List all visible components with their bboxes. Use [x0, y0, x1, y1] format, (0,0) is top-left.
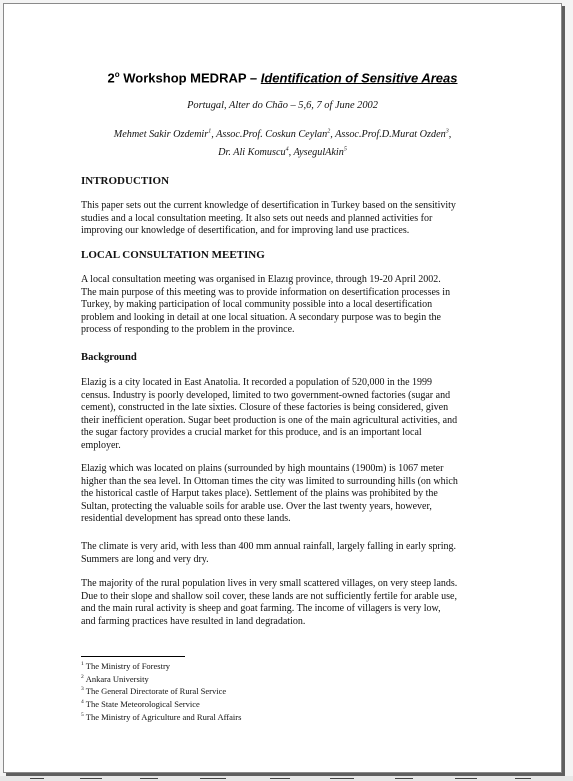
- background-paragraph: The majority of the rural population lives in very small scattered villages, on very steep lands. Due to their slope and shallow soil cover, these lands are not sufficiently fertile for arable use, and the main rural activity is sheep and goat farming. The income of villagers is very low, and farming practices have resulted in land degradation.: [81, 578, 458, 627]
- author: Assoc.Prof.D.Murat Ozden$^3$,: [335, 129, 452, 141]
- background-paragraph: Elazig which was located on plains (surrounded by high mountains (1900m) is 1067 meter higher than the sea level. In Ottoman times the city was limited to surrounding hills (on which the historical castle of Harput takes place). Settlement of the plains was prohibited by the Sultan, protecting the valuable soils for arable use. Over the last twenty years, however, residential development has spread onto these lands.: [81, 463, 458, 525]
- document-subtitle: Portugal, Alter do Chão – 5,6, 7 of June 2002: [187, 100, 378, 111]
- next-page-fragment: [395, 778, 413, 779]
- footnote: $^4$ The State Meteorological Service: [81, 699, 200, 710]
- local-consultation-heading: LOCAL CONSULTATION MEETING: [81, 249, 265, 261]
- next-page-fragment: [270, 778, 290, 779]
- next-page-fragment: [330, 778, 354, 779]
- footnote: $^1$ The Ministry of Forestry: [81, 660, 171, 671]
- next-page-fragment: [80, 778, 102, 779]
- next-page-fragment: [200, 778, 226, 779]
- document-title: 2$^o$ Workshop MEDRAP – Identification of Sensitive Areas: [107, 70, 458, 86]
- author: Assoc.Prof. Coskun Ceylan$^2$,: [216, 129, 336, 141]
- background-heading: Background: [81, 352, 137, 363]
- document-page: [3, 3, 562, 773]
- footnote: $^5$ The Ministry of Agriculture and Rural Affairs: [81, 711, 242, 722]
- local-consultation-paragraph: A local consultation meeting was organised in Elazıg province, through 19-20 April 2002. The main purpose of this meeting was to provide information on desertification processes in Turkey, by making participation of local community possible into a local desertification problem and looking in detail at one local situation. A secondary purpose was to begin the process of responding to the problem in the province.: [81, 274, 451, 336]
- introduction-paragraph: This paper sets out the current knowledge of desertification in Turkey based on the sensitivity studies and a local consultation meeting. It also sets out needs and planned activities for improving our knowledge of desertification, and for improving land use practices.: [81, 200, 456, 237]
- next-page-fragment: [515, 778, 531, 779]
- footnote: $^2$ Ankara University: [81, 673, 149, 684]
- next-page-fragment: [30, 778, 44, 779]
- background-paragraph: The climate is very arid, with less than 400 mm annual rainfall, largely falling in early spring. Summers are long and very dry.: [81, 541, 456, 565]
- footnote: $^3$ The General Directorate of Rural Service: [81, 686, 227, 697]
- footnote-list: [81, 659, 241, 723]
- next-page-fragment: [140, 778, 158, 779]
- introduction-heading: INTRODUCTION: [81, 175, 170, 187]
- background-paragraph: Elazig is a city located in East Anatolia. It recorded a population of 520,000 in the 1999 census. Industry is poorly developed, limited to two government-owned factories (sugar and cement), constructed in the late sixties. Closure of these factories is being considered, given their inefficient operation. Sugar beet production is one of the main agricultural activities, and the sugar factory provides a crucial market for this produce, and is an important local employer.: [81, 377, 458, 451]
- author-list: [4, 125, 561, 160]
- next-page-fragment: [455, 778, 477, 779]
- author: Dr. Ali Komuscu$^4$,: [218, 146, 294, 158]
- author: Mehmet Sakir Ozdemir$^1$,: [113, 129, 217, 141]
- footnote-separator: [81, 656, 185, 657]
- author: AysegulAkin$^5$: [293, 146, 347, 158]
